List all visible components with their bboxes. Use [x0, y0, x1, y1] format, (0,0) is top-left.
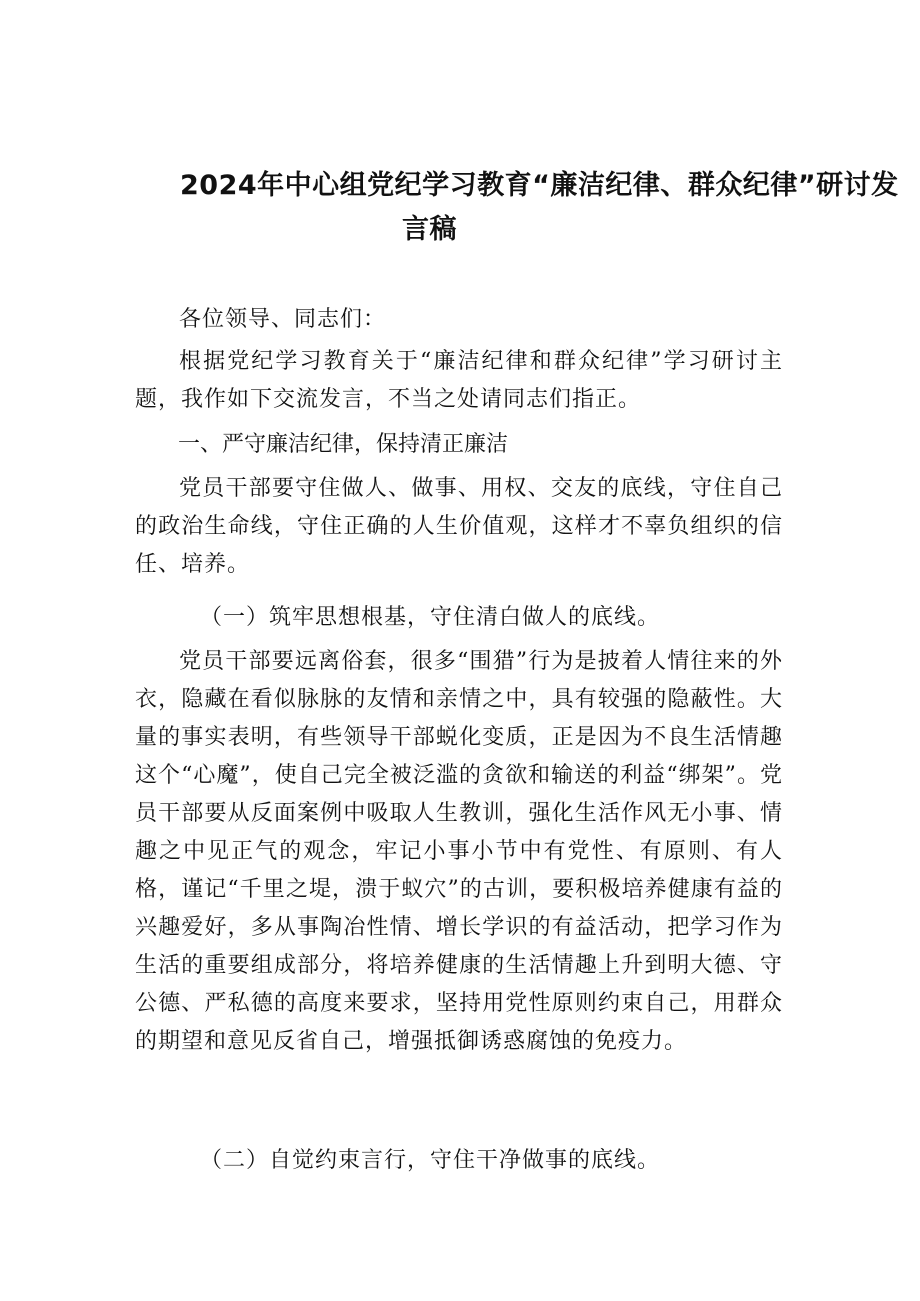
subsection-2-heading: （二）自觉约束言行，守住干净做事的底线。: [200, 1148, 661, 1173]
document-title-line-1: 2024年中心组党纪学习教育“廉洁纪律、群众纪律”研讨发: [180, 170, 899, 201]
intro-paragraph: 根据党纪学习教育关于“廉洁纪律和群众纪律”学习研讨主题，我作如下交流发言，不当之处请同志们指正。: [135, 349, 783, 412]
salutation: 各位领导、同志们：: [179, 307, 387, 332]
section-1-paragraph: 党员干部要守住做人、做事、用权、交友的底线，守住自己的政治生命线，守住正确的人生价值观，这样才不辜负组织的信任、培养。: [135, 476, 783, 577]
subsection-1-paragraph: 党员干部要远离俗套，很多“围猎”行为是披着人情往来的外衣，隐藏在看似脉脉的友情和亲情之中，具有较强的隐蔽性。大量的事实表明，有些领导干部蜕化变质，正是因为不良生活情趣这个“心魔”，使自己完全被泛滥的贪欲和输送的利益“绑架”。党员干部要从反面案例中吸取人生教训，强化生活作风无小事、情趣之中见正气的观念，牢记小事小节中有党性、有原则、有人格，谨记“千里之堤，溃于蚁穴”的古训，要积极培养健康有益的兴趣爱好，多从事陶冶性情、增长学识的有益活动，把学习作为生活的重要组成部分，将培养健康的生活情趣上升到明大德、守公德、严私德的高度来要求，坚持用党性原则约束自己，用群众的期望和意见反省自己，增强抵御诱惑腐蚀的免疫力。: [135, 649, 783, 1054]
document-title-line-2: 言稿: [402, 214, 457, 245]
subsection-1-heading: （一）筑牢思想根基，守住清白做人的底线。: [200, 605, 661, 630]
section-1-heading: 一、严守廉洁纪律，保持清正廉洁: [178, 432, 509, 457]
